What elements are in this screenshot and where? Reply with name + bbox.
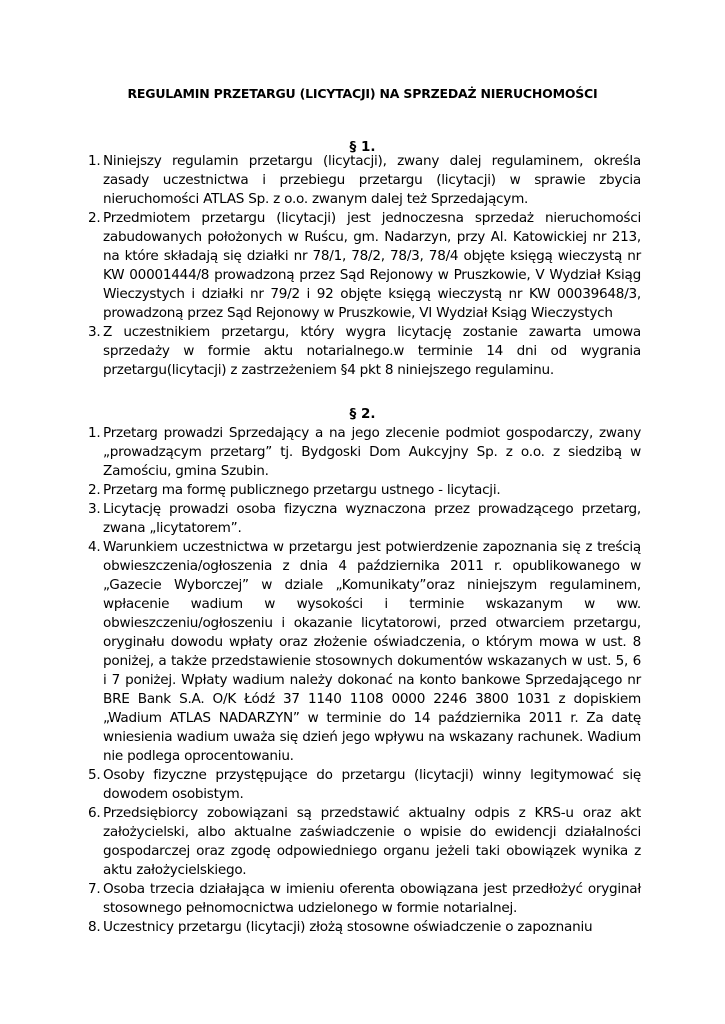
list-item [88, 918, 641, 937]
item-number: 3. [88, 501, 101, 517]
item-text: Niniejszy regulamin przetargu (licytacji), zwany dalej regulaminem, określa zasady uczestnictwa i przebiegu przetargu (licytacji) w sprawie zbycia nieruchomości ATLAS Sp. z o.o. zwanym dalej też Sprzedającym. [103, 153, 641, 207]
section-1-list [88, 152, 641, 380]
item-number: 2. [88, 482, 101, 498]
section-heading-2: § 2. [349, 406, 376, 422]
section-heading-1: § 1. [349, 139, 376, 155]
list-item [88, 424, 641, 481]
item-number: 6. [88, 805, 101, 821]
item-number: 4. [88, 539, 101, 555]
document-title: REGULAMIN PRZETARGU (LICYTACJI) NA SPRZEDAŻ NIERUCHOMOŚCI [127, 86, 598, 101]
list-item [88, 804, 641, 880]
list-item [88, 481, 641, 500]
list-item [88, 500, 641, 538]
list-item [88, 152, 641, 209]
list-item [88, 209, 641, 323]
item-text: Przetarg prowadzi Sprzedający a na jego zlecenie podmiot gospodarczy, zwany „prowadzącym przetarg” tj. Bydgoski Dom Aukcyjny Sp. z o.o. z siedzibą w Zamościu, gmina Szubin. [103, 425, 641, 479]
item-number: 5. [88, 767, 101, 783]
item-text: Przetarg ma formę publicznego przetargu ustnego - licytacji. [103, 482, 501, 498]
item-text: Licytację prowadzi osoba fizyczna wyznaczona przez prowadzącego przetarg, zwana „licytatorem”. [103, 501, 641, 536]
list-item [88, 766, 641, 804]
item-text: Przedsiębiorcy zobowiązani są przedstawić aktualny odpis z KRS-u oraz akt założycielski, albo aktualne zaświadczenie o wpisie do ewidencji działalności gospodarczej oraz zgodę odpowiedniego organu jeżeli taki obowiązek wynika z aktu założycielskiego. [103, 805, 641, 878]
item-text: Warunkiem uczestnictwa w przetargu jest potwierdzenie zapoznania się z treścią obwieszczenia/ogłoszenia z dnia 4 października 2011 r. opublikowanego w „Gazecie Wyborczej” w dziale „Komunikaty”oraz niniejszym regulaminem, wpłacenie wadium w wysokości i terminie wskazanym w ww. obwieszczeniu/ogłoszeniu i okazanie licytatorowi, przed otwarciem przetargu, oryginału dowodu wpłaty oraz złożenie oświadczenia, o którym mowa w ust. 8 poniżej, a także przedstawienie stosownych dokumentów wskazanych w ust. 5, 6 i 7 poniżej. Wpłaty wadium należy dokonać na konto bankowe Sprzedającego nr BRE Bank S.A. O/K Łódź 37 1140 1108 0000 2246 3800 1031 z dopiskiem „Wadium ATLAS NADARZYN” w terminie do 14 października 2011 r. Za datę wniesienia wadium uważa się dzień jego wpływu na wskazany rachunek. Wadium nie podlega oprocentowaniu. [103, 539, 641, 764]
list-item [88, 538, 641, 766]
item-number: 3. [88, 324, 101, 340]
item-text: Osoba trzecia działająca w imieniu oferenta obowiązana jest przedłożyć oryginał stosownego pełnomocnictwa udzielonego w formie notarialnej. [103, 881, 641, 916]
item-number: 1. [88, 425, 101, 441]
list-item [88, 323, 641, 380]
item-text: Z uczestnikiem przetargu, który wygra licytację zostanie zawarta umowa sprzedaży w formie aktu notarialnego.w terminie 14 dni od wygrania przetargu(licytacji) z zastrzeżeniem §4 pkt 8 niniejszego regulaminu. [103, 324, 641, 378]
section-2-list [88, 424, 641, 937]
item-number: 2. [88, 210, 101, 226]
item-number: 1. [88, 153, 101, 169]
item-number: 8. [88, 919, 101, 935]
item-text: Uczestnicy przetargu (licytacji) złożą stosowne oświadczenie o zapoznaniu [103, 919, 593, 935]
item-text: Osoby fizyczne przystępujące do przetargu (licytacji) winny legitymować się dowodem osobistym. [103, 767, 641, 802]
list-item [88, 880, 641, 918]
item-number: 7. [88, 881, 101, 897]
item-text: Przedmiotem przetargu (licytacji) jest jednoczesna sprzedaż nieruchomości zabudowanych położonych w Ruścu, gm. Nadarzyn, przy Al. Katowickiej nr 213, na które składają się działki nr 78/1, 78/2, 78/3, 78/4 objęte księgą wieczystą nr KW 00001444/8 prowadzoną przez Sąd Rejonowy w Pruszkowie, V Wydział Ksiąg Wieczystych i działki nr 79/2 i 92 objęte księgą wieczystą nr KW 00039648/3, prowadzoną przez Sąd Rejonowy w Pruszkowie, VI Wydział Ksiąg Wieczystych [103, 210, 641, 321]
